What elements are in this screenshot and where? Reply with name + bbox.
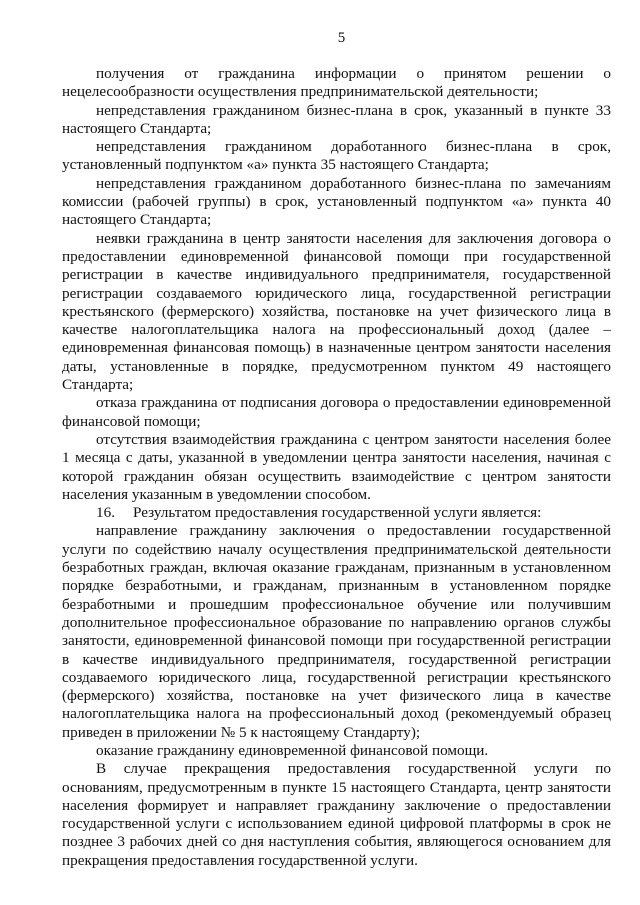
section-16-heading: [62, 504, 611, 522]
paragraph-no-revised-plan-commission: непредставления гражданином доработанного бизнес-плана по замечаниям комиссии (рабочей группы) в срок, установленный подпунктом «а» пункта 40 настоящего Стандарта;: [62, 174, 611, 229]
paragraph-no-revised-plan: непредставления гражданином доработанного бизнес-плана в срок, установленный подпунктом «а» пункта 35 настоящего Стандарта;: [62, 138, 611, 174]
section-number: 16.: [96, 504, 115, 522]
section-heading-text: Результатом предоставления государственной услуги является:: [133, 504, 542, 522]
paragraph-no-interaction: отсутствия взаимодействия гражданина с центром занятости населения более 1 месяца с даты, указанной в уведомлении центра занятости населения, начиная с которой гражданин обязан осуществить взаимодействие с центром занятости населения указанным в уведомлении способом.: [62, 430, 611, 503]
paragraph-termination: В случае прекращения предоставления государственной услуги по основаниям, предусмотренным в пункте 15 настоящего Стандарта, центр занятости населения формирует и направляет гражданину заключение о предоставлении государственной услуги с использованием единой цифровой платформы в срок не позднее 3 рабочих дней со дня наступления события, являющегося основанием для прекращения предоставления государственной услуги.: [62, 760, 611, 869]
paragraph-no-show: неявки гражданина в центр занятости населения для заключения договора о предоставлении единовременной финансовой помощи при государственной регистрации в качестве индивидуального предпринимателя, государственной регистрации создаваемого юридического лица, государственной регистрации крестьянского (фермерского) хозяйства, постановке на учет физического лица в качестве налогоплательщика налога на профессиональный доход (далее – единовременная финансовая помощь) в назначенные центром занятости населения даты, установленные в порядке, предусмотренном пунктом 49 настоящего Стандарта;: [62, 229, 611, 394]
paragraph-result-conclusion: направление гражданину заключения о предоставлении государственной услуги по содействию началу осуществления предпринимательской деятельности безработных граждан, включая оказание гражданам, признанным в установленном порядке безработными, и гражданам, признанным в установленном порядке безработными и прошедшим профессиональное обучение или получившим дополнительное профессиональное образование по направлению органов службы занятости, единовременной финансовой помощи при государственной регистрации в качестве индивидуального предпринимателя, государственной регистрации создаваемого юридического лица, государственной регистрации крестьянского (фермерского) хозяйства, постановке на учет физического лица в качестве налогоплательщика налога на профессиональный доход (рекомендуемый образец приведен в приложении № 5 к настоящему Стандарту);: [62, 522, 611, 741]
paragraph-result-financial-aid: оказание гражданину единовременной финансовой помощи.: [96, 741, 489, 759]
paragraph-info-decision: получения от гражданина информации о принятом решении о нецелесообразности осуществления предпринимательской деятельности;: [62, 65, 611, 101]
page-number: 5: [337, 30, 346, 46]
paragraph-no-business-plan: непредставления гражданином бизнес-плана в срок, указанный в пункте 33 настоящего Стандарта;: [62, 101, 611, 137]
paragraph-refusal-to-sign: отказа гражданина от подписания договора о предоставлении единовременной финансовой помощи;: [62, 394, 611, 430]
